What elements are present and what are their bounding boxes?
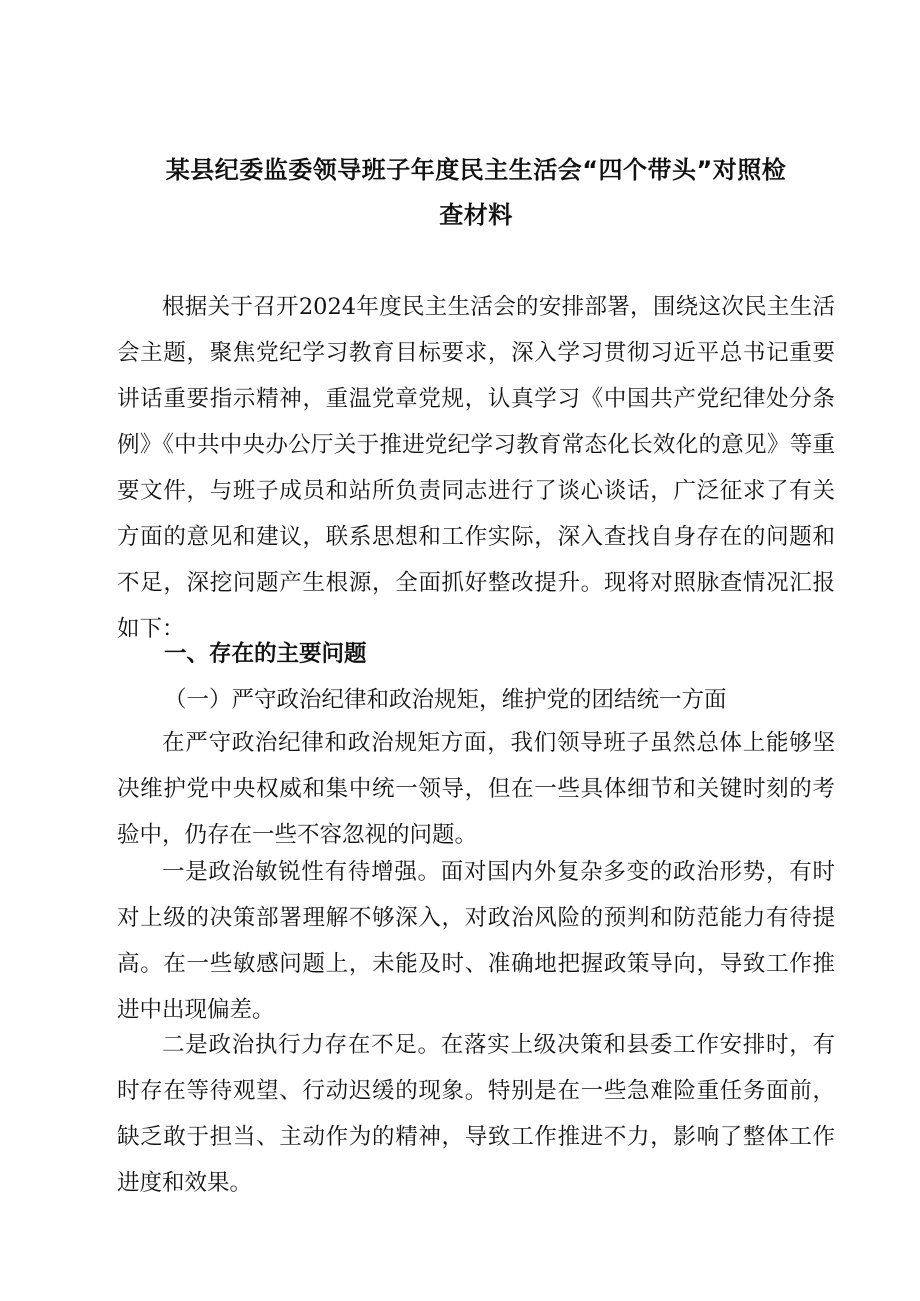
paragraph-political-execution: 二是政治执行力存在不足。在落实上级决策和县委工作安排时，有时存在等待观望、行动迟缓的现象。特别是在一些急难险重任务面前，缺乏敢于担当、主动作为的精神，导致工作推进不力，影响了整体工作进度和效果。 [117, 1032, 835, 1196]
section-heading-main-problems: 一、存在的主要问题 [164, 641, 367, 667]
paragraph-political-discipline-overview: 在严守政治纪律和政治规矩方面，我们领导班子虽然总体上能够坚决维护党中央权威和集中统一领导，但在一些具体细节和关键时刻的考验中，仍存在一些不容忽视的问题。 [117, 730, 835, 848]
document-title-line-1: 某县纪委监委领导班子年度民主生活会“四个带头”对照检 [165, 156, 787, 184]
subsection-heading-political-discipline: （一）严守政治纪律和政治规矩，维护党的团结统一方面 [164, 687, 727, 713]
intro-paragraph: 根据关于召开2024年度民主生活会的安排部署，围绕这次民主生活会主题，聚焦党纪学习教育目标要求，深入学习贯彻习近平总书记重要讲话重要指示精神，重温党章党规，认真学习《中国共产党纪律处分条例》《中共中央办公厅关于推进党纪学习教育常态化长效化的意见》等重要文件，与班子成员和站所负责同志进行了谈心谈话，广泛征求了有关方面的意见和建议，联系思想和工作实际，深入查找自身存在的问题和不足，深挖问题产生根源，全面抓好整改提升。现将对照脉查情况汇报如下： [117, 294, 835, 642]
paragraph-political-sensitivity: 一是政治敏锐性有待增强。面对国内外复杂多变的政治形势，有时对上级的决策部署理解不够深入，对政治风险的预判和防范能力有待提高。在一些敏感问题上，未能及时、准确地把握政策导向，导致工作推进中出现偏差。 [117, 859, 835, 1023]
document-title-line-2: 查材料 [439, 201, 513, 229]
